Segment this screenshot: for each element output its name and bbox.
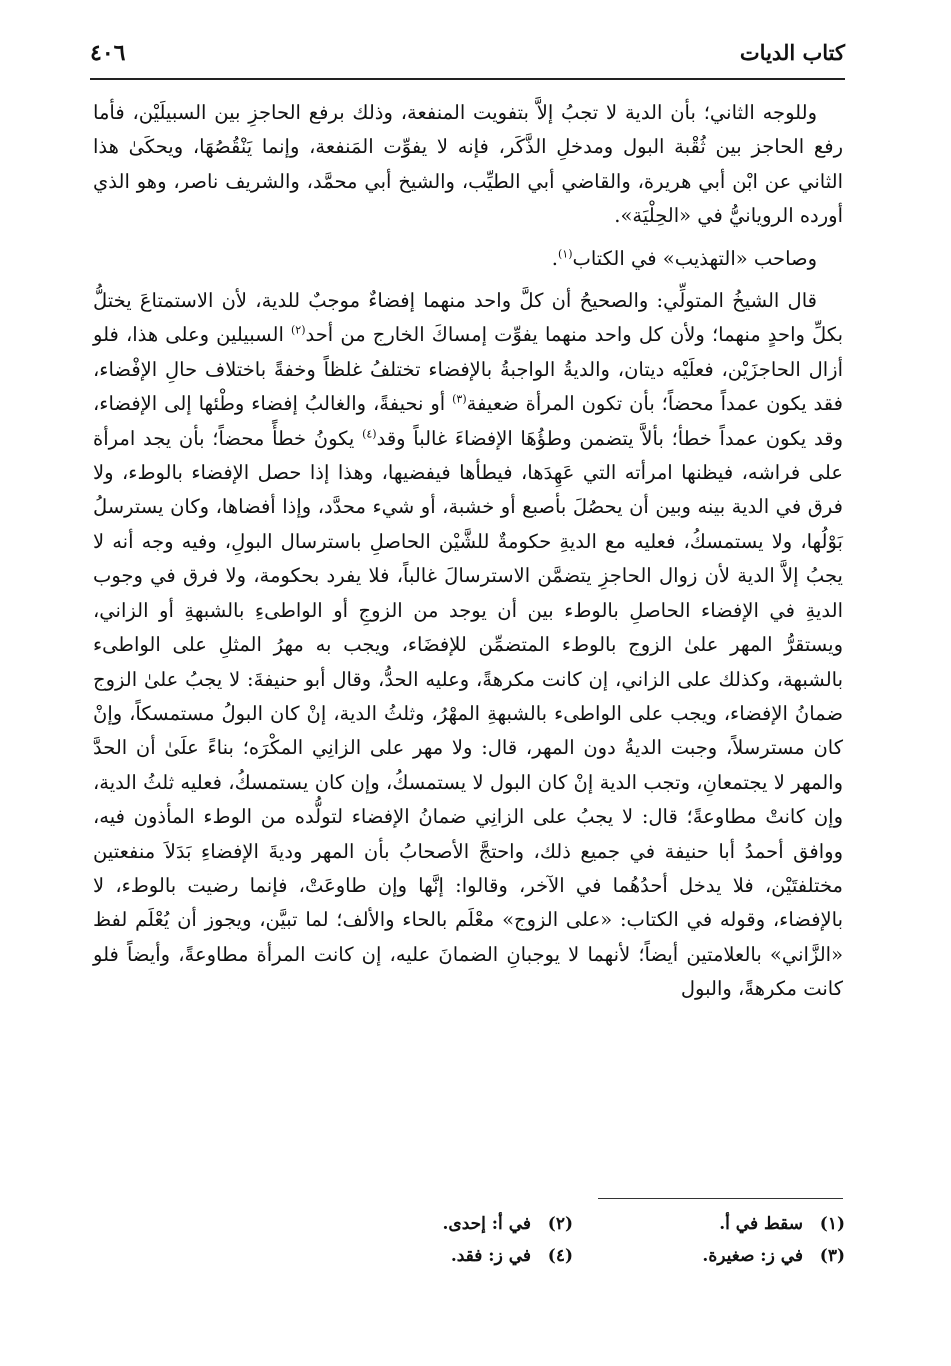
footnote-item: (٢)في أ: إحدى. [442,1214,573,1234]
footnote-item: (١)سقط في أ. [719,1214,845,1234]
paragraph: وصاحب «التهذيب» في الكتاب$^{(١)}$. [551,246,817,270]
page-header [90,40,845,74]
footnote-item: (٣)في ز: صغيرة. [702,1246,845,1266]
paragraph: قال الشيخُ المتولِّي: والصحيحُ أن كلَّ واحد منهما إفضاءٌ موجبٌ للدية، لأن الاستمتاعَ يختلُّ بكلِّ واحدٍ منهما؛ ولأن كل واحد منهما يفوِّت إمساكَ الخارج من أحد$^{(٢)}$ السبيلين وعلى هذا، فلو أزال الحاجزَيْن، فعلَيْه ديتان، والديةُ الواجبةُ بالإفضاء تختلفُ غلظاً وخفةً باختلاف حالِ الإفْضاء، فقد يكون عمداً محضاً؛ بأن تكون المرأة ضعيفة$^{(٣)}$ أو نحيفةً، والغالبُ إفضاء وطْئها إلى الإفضاء، وقد يكون عمداً خطأ؛ بألاَّ يتضمن وطؤُهَا الإفضاءَ غالباً وقد$^{(٤)}$ يكونُ خطأً محضاً؛ بأن يجد امرأة على فراشه، فيظنها امرأته التي عَهِدَها، فيطأها فيفضيها، وهذا إذا حصل الإفضاء بالوطء، ولا فرق في الدية بينه وبين أن يحصُلَ بأصبع أو خشبة، أو شيء محدَّد، وإذا أفضاها، وكان يسترسلُ بَوْلُها، ولا يستمسكُ، فعليه مع الديةِ حكومةٌ للشَّيْن الحاصلِ باسترسال البولِ، وفيه وجه أنه لا يجبُ إلاَّ الدية لأن زوال الحاجزِ يتضمَّن الاسترسالَ غالباً، فلا يفرد بحكومة، ولا فرق في وجوب الديةِ في الإفضاء الحاصلِ بالوطء بين أن يوجد من الزوجِ أو الواطىءِ بالشبهةِ أو الزاني، ويستقرُّ المهر علىٰ الزوج بالوطء المتضمِّن للإفضَاء، ويجب به مهرُ المثلِ على الواطىء بالشبهة، وكذلك على الزاني، إن كانت مكرهةً، وعليه الحدُّ، وقال أبو حنيفةَ: لا يجبُ علىٰ الزوج ضمانُ الإفضاء، ويجب على الواطىء بالشبهةِ المهْرُ، وثلثُ الدية، إنْ كان البولُ مستمسكاً، وإنْ كان مسترسلاً، وجبت الديةُ دون المهر، قال: ولا مهر على الزانِي المكْرَه؛ بناءً علَىٰ أن الحدَّ والمهر لا يجتمعانِ، وتجب الدية إنْ كان البول لا يستمسكُ، وإن كان يستمسكُ، فعليه ثلثُ الدية، وإن كانتْ مطاوعةً؛ قال: لا يجبُ على الزانِي ضمانُ الإفضاء لتولُّده من الوطء المأذون فيه، ووافق أحمدُ أبا حنيفة في جميع ذلك، واحتجَّ الأصحابُ بأن المهر وديةَ الإفضاءِ بَدَلاَ منفعتين مختلفتَيْن، فلا يدخل أحدُهُما في الآخر، وقالوا: إنَّها وإن طاوعَتْ، فإنما رضيت بالوطء، لا بالإفضاء، وقوله في الكتاب: «على الزوج» معْلَم بالحاء والألف؛ لما تبيَّن، ويجوز أن يُعْلَم لفظ «الزَّاني» بالعلامتين أيضاً؛ لأنهما لا يوجبانِ الضمانَ عليه، إن كانت المرأة مطاوعةً، وأيضاً فلو كانت مكرهةً، والبول [93,289,843,1001]
header-rule [90,78,845,80]
footnote-marker: (٢) [291,323,306,337]
footnote-separator [598,1198,843,1199]
footnote-row [300,1240,845,1272]
running-title: كتاب الديات [739,40,845,65]
footnote-row [300,1208,845,1240]
footnote-marker: (٣) [452,392,467,406]
paragraph: وللوجه الثاني؛ بأن الدية لا تجبُ إلاَّ بتفويت المنفعة، وذلك برفع الحاجزِ بين السبيلَيْن، فأما رفع الحاجز بين ثُقْبة البول ومدخلِ الذَّكَر، فإنه لا يفوِّت المَنفعة، وإنما يَنْقُصُهَا، ويحكَىٰ هذا الثاني عن ابْن أبي هريرة، والقاضي أبي الطيِّب، والشيخ أبي محمَّد، والشريف ناصر، وهو الذي أورده الرويانيُّ في «الحِلْيَة». [93,101,843,228]
footnote-marker: (٤) [362,427,377,441]
footnote-marker: (١) [557,247,573,261]
page-number: ٤٠٦ [90,40,126,66]
footnotes [300,1208,845,1272]
main-text [93,96,843,1007]
footnote-item: (٤)في ز: فقد. [450,1246,573,1266]
